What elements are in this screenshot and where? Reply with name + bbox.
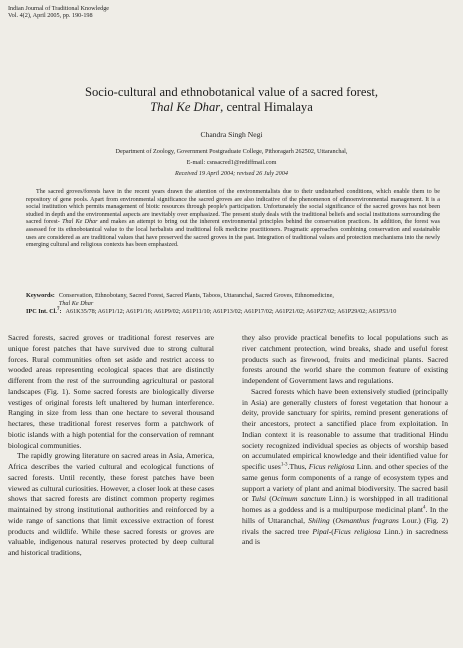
ipc-colon: : xyxy=(59,307,62,315)
abstract-italic-place: Thal Ke Dhar xyxy=(62,219,98,226)
rp2-text-c: Linn. and other species of the same genus form components of a range of ecosystem types and support a variety of plant and animal biodiversity. The sacred basil or xyxy=(242,462,449,504)
rp2-text-a: Sacred forests which have been extensively studied (principally in Asia) are generally clusters of forest vegetation that honour a deity, provide sanctuary for spirits, remind present generations of their ancestors, protect a sanctified place from exploitation. In Indian context it is reasonable to assume that traditional Hindu society recognized individual species as objects of worship based on accumulated empirical knowledge and their identified value for specific uses xyxy=(242,386,448,471)
affiliation-department: Department of Zoology, Government Postgraduate College, Pithoragarh 262502, Uttaranchal, xyxy=(115,148,348,155)
ipc-label xyxy=(26,308,62,316)
left-paragraph-2: The rapidly growing literature on sacred areas in Asia, America, Africa describes the varied cultural and ecological functions of sacred forests. Until recently, these forest patches have been viewed as cultural curiosities. However, a closer look at these cases shows that sacred forests are distinct common property regimes maintained by strong institutional authorities and reinforced by a wide range of sanctions that limit excessive extraction of forest products and wildlife. While these sacred forests or groves are valuable, indigenous natural reserves protected by deep cultural and historical traditions, xyxy=(8,451,214,557)
abstract-text-2: and makes an attempt to bring out the inherent environmental principles behind the conservation practices. In addition, the forest was assessed for its ethnobotanical value to the local herbalists and traditional folk medicine practitioners. Pragmatic approaches combining conservation and sustainable uses are considered as are traditional values that have preserved the sacred groves in the past. Integration of traditional values and protection mechanisms into the newly emerging cultural and religious contexts has been emphasized. xyxy=(26,219,441,249)
keywords-row xyxy=(26,292,446,308)
rp2-text-f: . In the hills of Uttaranchal, xyxy=(242,505,448,525)
journal-header xyxy=(8,5,109,20)
body-left-column xyxy=(8,333,214,559)
rp2-italic-f: Shiling xyxy=(308,515,330,525)
title-line-1: Socio-cultural and ethnobotanical value of a sacred forest, xyxy=(84,85,379,99)
ipc-codes: A61K35/78; A61P1/12; A61P1/16; A61P9/02; A61P11/10; A61P13/02; A61P17/02; A61P21/02; A61P27/02; A61P29/02; A61P53/10 xyxy=(65,307,397,315)
rp2-italic-g: Osmanthus fragrans xyxy=(335,515,399,525)
title-italic-place: Thal Ke Dhar xyxy=(150,100,221,114)
keywords-label: Keywords: xyxy=(26,292,55,299)
body-right-column xyxy=(242,333,448,548)
ipc-sup: 7 xyxy=(56,306,60,312)
affiliation-block xyxy=(0,146,463,179)
rp2-italic-i: Ficus religiosa xyxy=(333,526,381,536)
rp2-italic-h: Pipal xyxy=(312,526,329,536)
affiliation-email: E-mail: csnsacred1@rediffmail.com xyxy=(186,159,277,166)
abstract xyxy=(26,189,440,250)
rp2-text-d: ( xyxy=(266,494,272,504)
received-dates: Received 19 April 2004; revised 26 July 2004 xyxy=(175,170,288,177)
rp2-italic-d: Ocimum sanctum xyxy=(271,494,326,504)
author-name: Chandra Singh Negi xyxy=(200,130,263,139)
keywords-italic: Thal Ke Dhar xyxy=(58,299,94,307)
left-paragraph-1: Sacred forests, sacred groves or traditional forest reserves are unique forest patches that have survived due to strong cultural forces. Rural communities often set aside and restrict access to wooded areas representing ecological spaces that are distinctly different from the rest of the surrounding agricultural or pastoral landscapes (Fig. 1). Some sacred forests are biologically diverse vestiges of original forests left unaltered by human interference. Ranging in size from less than one hectare to several thousand hectares, these traditional forest reserves form a patchwork of biotic islands with a high potential for the conservation of remnant biological communities. xyxy=(8,333,214,450)
keywords-list: Conservation, Ethnobotany, Sacred Forest, Sacred Plants, Taboos, Uttaranchal, Sacred Groves, Ethnomedicine, xyxy=(58,292,334,299)
abstract-text-1: The sacred groves/forests have in the recent years drawn the attention of the environmentalists due to their undisturbed conditions, which enable them to be repository of gene pools. Apart from environmental significance the sacred groves are also indicative of the phenomenon of ethnoenvironmental management. It is a social institution which permits management of biotic resources through people's participation. Unfortunately the social significance of the sacred groves has not been studied in depth and the environmental aspects are inevitably over emphasized. The present study deals with the traditional beliefs and social institutions surrounding the sacred forest- xyxy=(26,189,440,226)
rp2-ref-1: 1-3 xyxy=(280,462,288,468)
rp2-text-j: Linn.) in sacredness and is xyxy=(242,526,448,547)
journal-name: Indian Journal of Traditional Knowledge xyxy=(8,5,110,12)
ipc-row xyxy=(26,308,446,316)
rp2-text-b: .Thus, xyxy=(287,462,309,471)
rp2-text-e: Linn.) is worshipped in all traditional homes as a goddess and is a multipurpose medicinal plant xyxy=(242,494,448,514)
keywords-block xyxy=(26,292,446,315)
right-paragraph-1: they also provide practical benefits to local populations such as river catchment protection, wind breaks, shade and useful forest products such as firewood, fruits and medicinal plants. Sacred forests around the world share the common feature of existing independent of Government laws and regulations. xyxy=(242,333,448,385)
rp2-ref-2: 4 xyxy=(423,505,426,511)
article-title xyxy=(0,85,463,115)
keywords-text xyxy=(59,292,446,308)
journal-volume: Vol. 4(2), April 2005, pp. 190-198 xyxy=(8,12,93,20)
title-line-2 xyxy=(0,100,463,115)
rp2-text-i: -( xyxy=(328,526,334,536)
rp2-text-h: Lour.) (Fig. 2) rivals the sacred tree xyxy=(242,515,448,536)
rp2-italic-b: Ficus religiosa xyxy=(308,462,355,471)
right-paragraph-2 xyxy=(242,387,448,548)
ipc-label-text: IPC Int. Cl. xyxy=(26,307,57,315)
rp2-italic-c: Tulsi xyxy=(251,494,267,504)
rp2-text-g: ( xyxy=(329,515,336,525)
title-line-2-rest: , central Himalaya xyxy=(220,100,313,114)
